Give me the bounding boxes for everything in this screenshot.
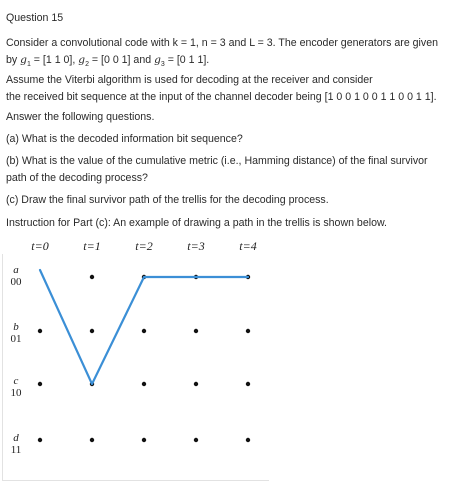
- g3-value: = [0 1 1].: [164, 54, 210, 66]
- question-title: Question 15: [6, 12, 64, 24]
- redaction-blot: [262, 130, 302, 144]
- state-c-letter: c: [13, 375, 19, 387]
- redaction-blot: [165, 170, 215, 184]
- part-a-question: (a) What is the decoded information bit sequence?: [6, 133, 243, 145]
- trellis-state-labels: [11, 264, 23, 456]
- redaction-blot: [65, 10, 135, 26]
- state-b-bits: 01: [10, 333, 22, 345]
- assume-line-2: the received bit sequence at the input of the channel decoder being [1 0 0 1 0 0 1 1 0 0 1 1].: [6, 91, 437, 103]
- time-label-1: t=1: [83, 239, 101, 253]
- assume-line-1: Assume the Viterbi algorithm is used for decoding at the receiver and consider: [6, 74, 373, 86]
- part-b-question-line-1: (b) What is the value of the cumulative metric (i.e., Hamming distance) of the final survivor: [6, 155, 428, 167]
- g2-symbol: g: [78, 54, 86, 66]
- trellis-node-c-t0: [38, 382, 42, 386]
- g1-value: = [1 1 0],: [30, 54, 79, 66]
- g2-subscript: 2: [85, 61, 89, 69]
- trellis-node-b-t1: [90, 329, 94, 333]
- trellis-node-d-t4: [246, 438, 250, 442]
- g1-symbol: g: [20, 54, 27, 66]
- part-c-question: (c) Draw the final survivor path of the trellis for the decoding process.: [6, 194, 329, 206]
- part-c-instruction: Instruction for Part (c): An example of drawing a path in the trellis is shown below.: [6, 217, 387, 229]
- state-a-letter: a: [13, 264, 19, 276]
- trellis-node-d-t3: [194, 438, 198, 442]
- intro-line-1: Consider a convolutional code with k = 1, n = 3 and L = 3. The encoder generators are given: [6, 37, 438, 49]
- trellis-node-d-t0: [38, 438, 42, 442]
- time-label-2: t=2: [135, 239, 153, 253]
- state-c-bits: 10: [10, 387, 22, 399]
- trellis-node-d-t2: [142, 438, 146, 442]
- g2-value: = [0 0 1] and: [88, 54, 155, 66]
- intro-by: by: [6, 54, 21, 66]
- g3-subscript: 3: [160, 61, 165, 69]
- answer-intro: Answer the following questions.: [6, 111, 155, 123]
- trellis-node-c-t4: [246, 382, 250, 386]
- g1-subscript: 1: [26, 61, 31, 69]
- trellis-node-c-t2: [142, 382, 146, 386]
- part-b-question-line-2: path of the decoding process?: [6, 172, 148, 184]
- state-b-letter: b: [13, 321, 19, 333]
- state-d-letter: d: [13, 432, 19, 444]
- time-label-4: t=4: [239, 239, 257, 253]
- g3-symbol: g: [154, 54, 161, 66]
- redaction-blot: [355, 193, 455, 207]
- trellis-node-b-t2: [142, 329, 146, 333]
- trellis-node-c-t3: [194, 382, 198, 386]
- state-d-bits: 11: [10, 444, 22, 456]
- trellis-time-labels: [31, 239, 256, 253]
- trellis-node-b-t0: [38, 329, 42, 333]
- example-survivor-path: [40, 270, 248, 384]
- time-label-0: t=0: [31, 239, 49, 253]
- trellis-node-d-t1: [90, 438, 94, 442]
- trellis-node-a-t1: [90, 275, 94, 279]
- time-label-3: t=3: [187, 239, 205, 253]
- trellis-node-b-t3: [194, 329, 198, 333]
- state-a-bits: 00: [10, 276, 22, 288]
- trellis-node-b-t4: [246, 329, 250, 333]
